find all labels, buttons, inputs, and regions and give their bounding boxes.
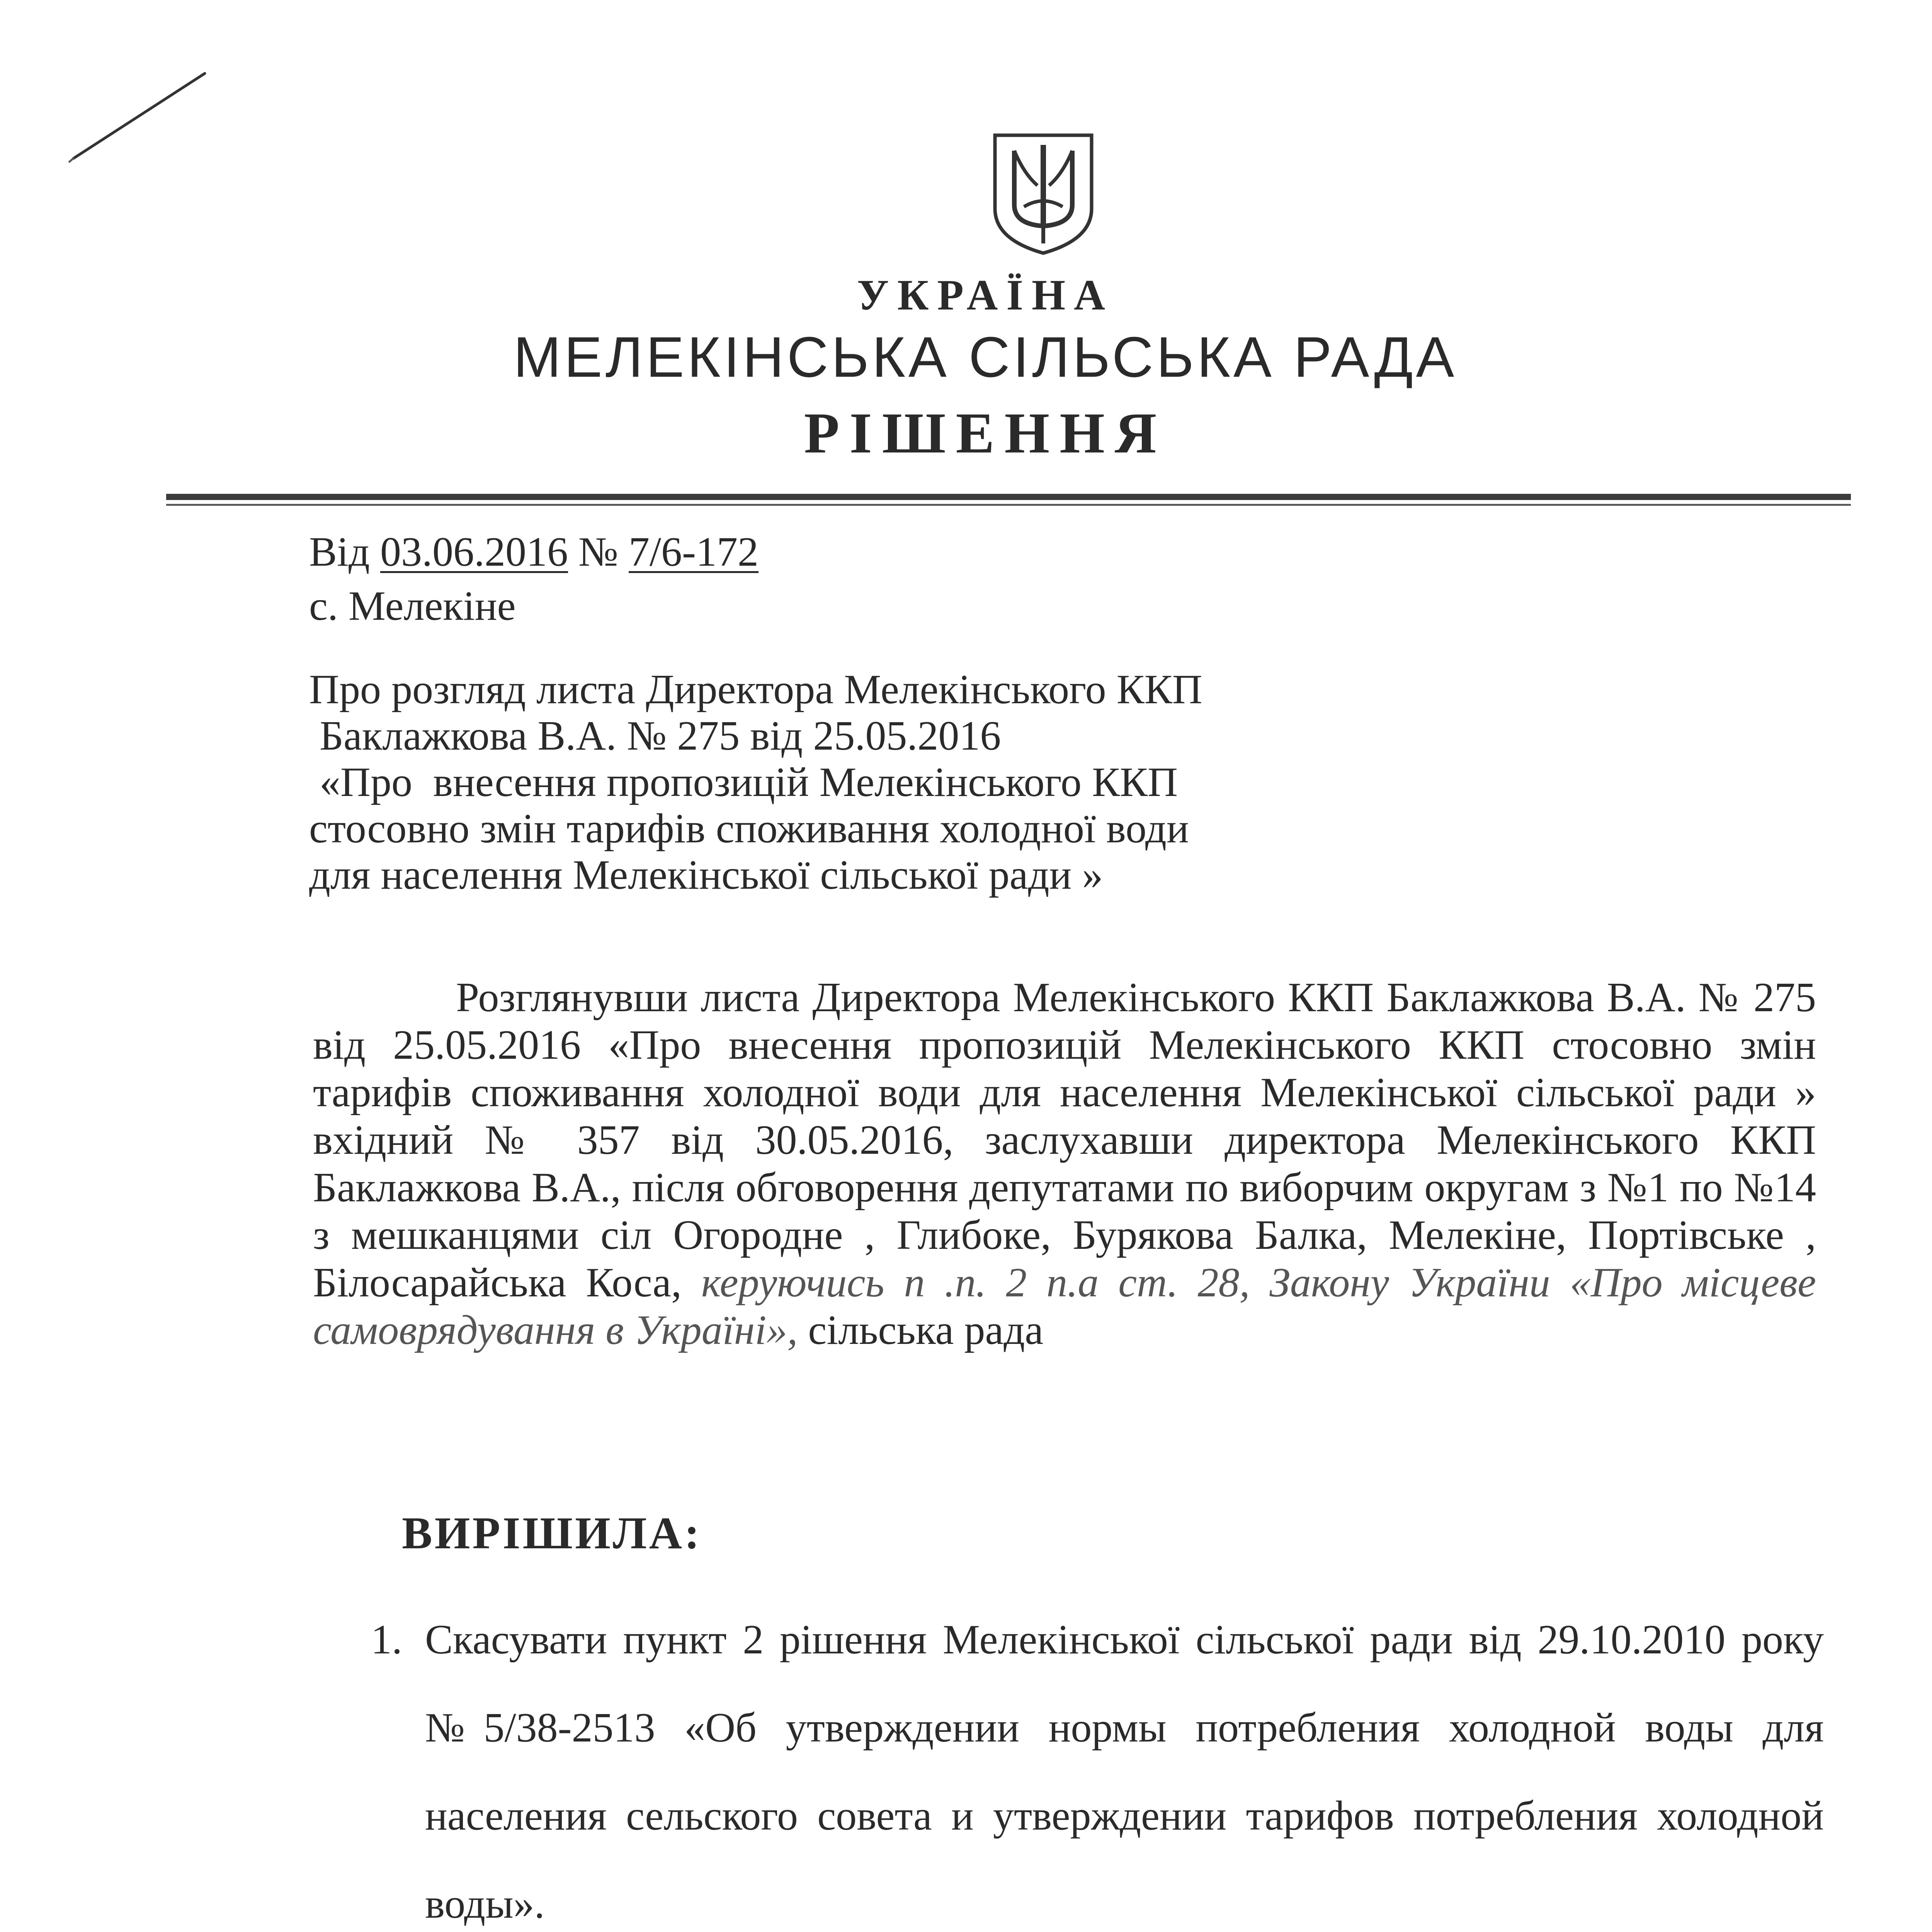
date-prefix: Від xyxy=(309,529,370,575)
item-number: 1. xyxy=(371,1617,402,1663)
subject-line: Баклажкова В.А. № 275 від 25.05.2016 xyxy=(309,713,1001,759)
item-text: Скасувати пункт 2 рішення Мелекінської сільської ради від 29.10.2010 року №5/38-2513 «Об утверждении нормы потребления холодной воды для населения сельского совета и утверждении тарифов потребления холодной воды». xyxy=(425,1617,1824,1927)
subject-line: «Про внесення пропозицій Мелекінського ККП xyxy=(309,759,1178,805)
pen-mark xyxy=(66,66,213,166)
decision-item xyxy=(371,1596,1824,1932)
document-type-heading: РІШЕННЯ xyxy=(804,401,1167,465)
subject-line: для населення Мелекінської сільської ради » xyxy=(309,852,1103,898)
decision-number: 7/6-172 xyxy=(629,529,759,575)
subject-line: Про розгляд листа Директора Мелекінського ККП xyxy=(309,667,1202,713)
preamble-tail: сільська рада xyxy=(798,1307,1044,1353)
preamble-legal-basis: керуючись п .п. 2 п.а ст. 28, Закону України «Про місцеве самоврядування в Україні», xyxy=(313,1260,1816,1353)
decision-date: 03.06.2016 xyxy=(380,529,568,575)
country-heading: УКРАЇНА xyxy=(857,271,1114,319)
subject-block xyxy=(309,667,1430,898)
preamble-paragraph xyxy=(313,974,1816,1354)
subject-line: стосовно змін тарифів споживання холодної води xyxy=(309,806,1189,852)
trident-emblem-icon xyxy=(987,128,1099,259)
number-prefix: № xyxy=(578,529,619,575)
place: с. Мелекіне xyxy=(309,583,516,629)
header-divider xyxy=(166,494,1851,500)
decided-heading: ВИРІШИЛА: xyxy=(402,1508,702,1558)
preamble-text: Розглянувши листа Директора Мелекінського ККП Баклажкова В.А. № 275 від 25.05.2016 «Про внесення пропозицій Мелекінського ККП стосовно змін тарифів споживання холодної води для населення Мелекінської сільської ради » вхідний № 357 від 30.05.2016, заслухавши директора Мелекінського ККП Баклажкова В.А., після обговорення депутатами по виборчим округам з №1 по №14 з мешканцями сіл Огородне , Глибоке, Бурякова Балка, Мелекіне, Портівське , Білосарайська Коса, xyxy=(313,975,1816,1306)
council-heading: МЕЛЕКІНСЬКА СІЛЬСЬКА РАДА xyxy=(513,325,1458,389)
decision-date-line xyxy=(309,529,759,575)
header-divider-thin xyxy=(166,504,1851,506)
